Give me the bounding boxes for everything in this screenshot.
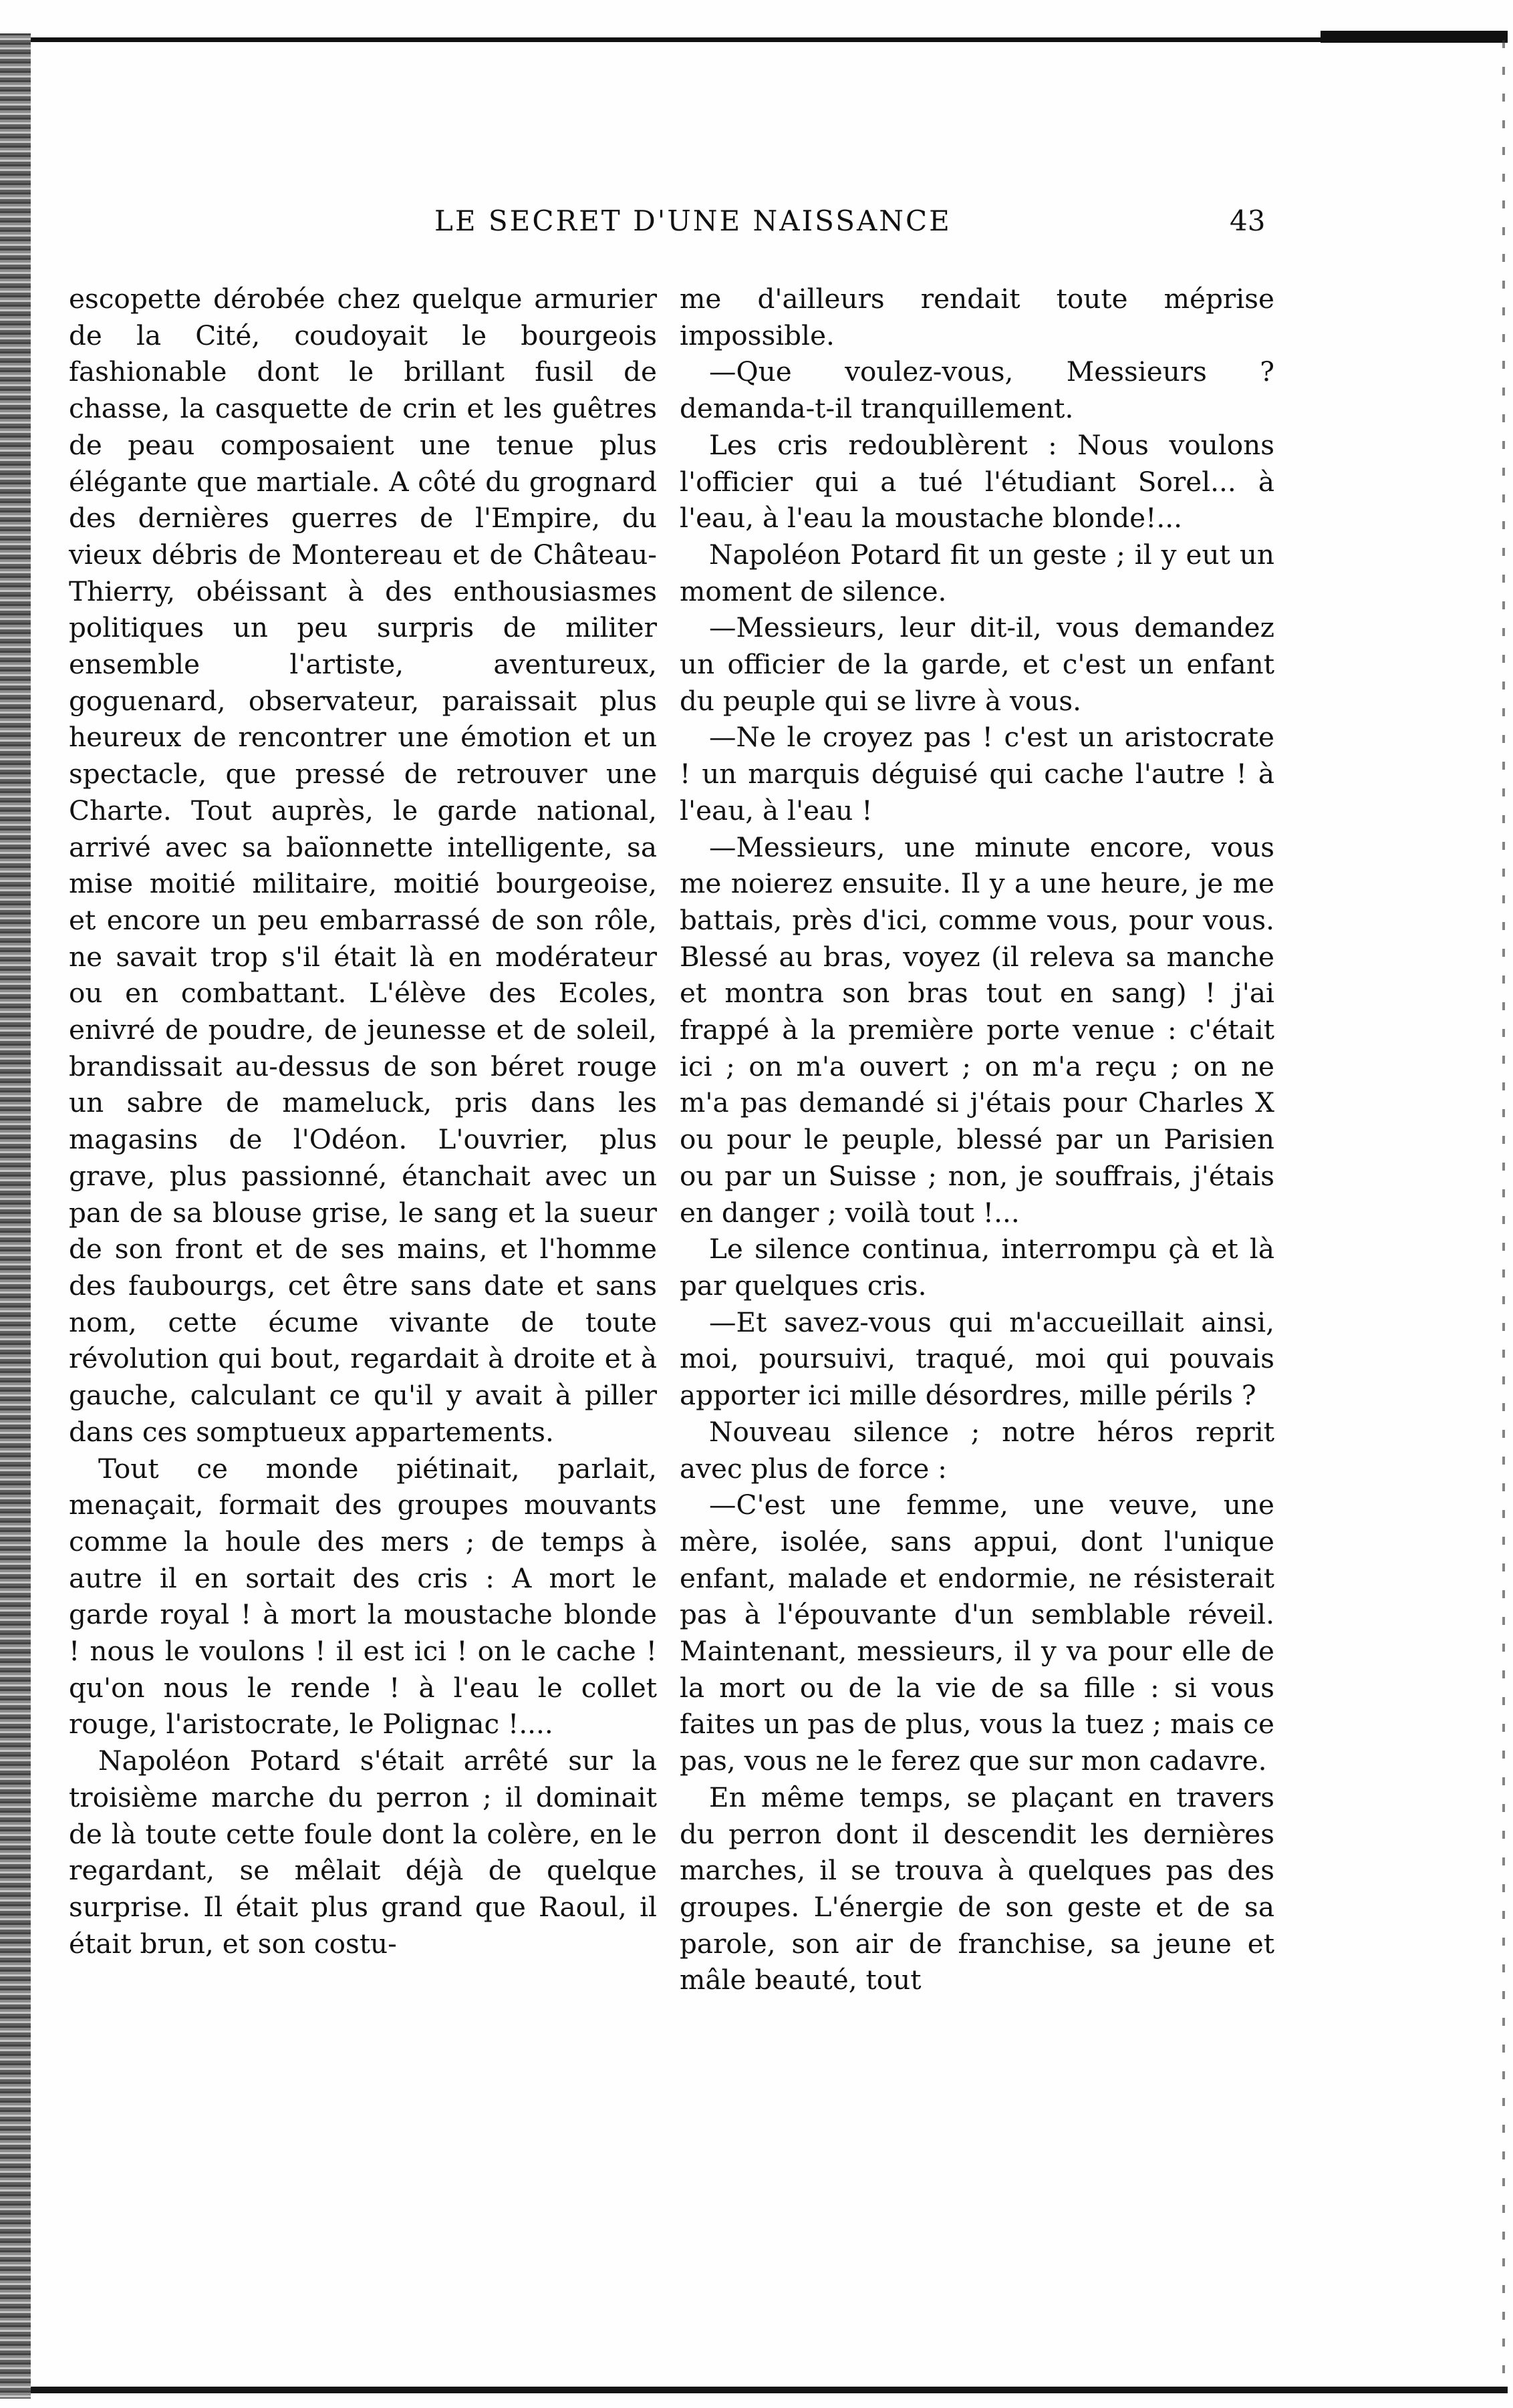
top-border-rule: [31, 37, 1508, 42]
page-header: [40, 204, 1270, 245]
paragraph: —C'est une femme, une veuve, une mère, isolée, sans appui, dont l'unique enfant, malade et endormie, ne résisterait pas à l'épouvante d'un semblable réveil. Maintenant, messieurs, il y va pour elle de la mort ou de la vie de sa fille : si vous faites un pas de plus, vous la tuez ; mais ce pas, vous ne le ferez que sur mon cadavre.: [680, 1489, 1274, 1777]
right-text-column: [680, 281, 1274, 1998]
paragraph: me d'ailleurs rendait toute méprise impossible.: [680, 283, 1274, 351]
right-border-rule: [1502, 40, 1505, 2392]
bottom-border-rule: [31, 2387, 1508, 2393]
paragraph: Le silence continua, interrompu çà et là par quelques cris.: [680, 1233, 1274, 1302]
scanned-page-edge: [0, 33, 31, 2399]
paragraph: Nouveau silence ; notre héros reprit avec plus de force :: [680, 1415, 1274, 1485]
paragraph: Tout ce monde piétinait, parlait, menaçait, formait des groupes mouvants comme la houle des mers ; de temps à autre il en sortait des cris : A mort le garde royal ! à mort la moustache blonde ! nous le voulons ! il est ici ! on le cache ! qu'on nous le rende ! à l'eau le collet rouge, l'aristocrate, le Polignac !....: [69, 1452, 657, 1741]
paragraph: Napoléon Potard s'était arrêté sur la troisième marche du perron ; il dominait de là toute cette foule dont la colère, en le regardant, se mêlait déjà de quelque surprise. Il était plus grand que Raoul, il était brun, et son costu-: [69, 1745, 657, 1960]
running-title: LE SECRET D'UNE NAISSANCE: [434, 204, 952, 237]
paragraph: Les cris redoublèrent : Nous voulons l'officier qui a tué l'étudiant Sorel... à l'eau, à l'eau la moustache blonde!...: [680, 428, 1274, 535]
paragraph: Napoléon Potard fit un geste ; il y eut un moment de silence.: [680, 538, 1274, 607]
paragraph: —Ne le croyez pas ! c'est un aristocrate ! un marquis déguisé qui cache l'autre ! à l'eau, à l'eau !: [680, 721, 1274, 826]
left-text-column: [69, 281, 657, 1962]
paragraph: —Que voulez-vous, Messieurs ? demanda-t-il tranquillement.: [680, 355, 1274, 425]
paragraph: En même temps, se plaçant en travers du perron dont il descendit les dernières marches, il se trouva à quelques pas des groupes. L'énergie de son geste et de sa parole, son air de franchise, sa jeune et mâle beauté, tout: [680, 1781, 1274, 1996]
paragraph: —Et savez-vous qui m'accueillait ainsi, moi, poursuivi, traqué, moi qui pouvais apporter ici mille désordres, mille périls ?: [680, 1306, 1274, 1412]
paragraph: —Messieurs, une minute encore, vous me noierez ensuite. Il y a une heure, je me battais, près d'ici, comme vous, pour vous. Blessé au bras, voyez (il releva sa manche et montra son bras tout en sang) ! j'ai frappé à la première porte venue : c'était ici ; on m'a ouvert ; on m'a reçu ; on ne m'a pas demandé si j'étais pour Charles X ou pour le peuple, blessé par un Parisien ou par un Suisse ; non, je souffrais, j'étais en danger ; voilà tout !...: [680, 831, 1274, 1229]
paragraph: —Messieurs, leur dit-il, vous demandez un officier de la garde, et c'est un enfant du peuple qui se livre à vous.: [680, 611, 1274, 717]
page-number: 43: [1230, 204, 1266, 237]
paragraph: escopette dérobée chez quelque armurier de la Cité, coudoyait le bourgeois fashionable dont le brillant fusil de chasse, la casquette de crin et les guêtres de peau composaient une tenue plus élégante que martiale. A côté du grognard des dernières guerres de l'Empire, du vieux débris de Montereau et de Château-Thierry, obéissant à des enthousiasmes politiques un peu surpris de militer ensemble l'artiste, aventureux, goguenard, observateur, paraissait plus heureux de rencontrer une émotion et un spectacle, que pressé de retrouver une Charte. Tout auprès, le garde national, arrivé avec sa baïonnette intelligente, sa mise moitié militaire, moitié bourgeoise, et encore un peu embarrassé de son rôle, ne savait trop s'il était là en modérateur ou en combattant. L'élève des Ecoles, enivré de poudre, de jeunesse et de soleil, brandissait au-dessus de son béret rouge un sabre de mameluck, pris dans les magasins de l'Odéon. L'ouvrier, plus grave, plus passionné, étanchait avec un pan de sa blouse grise, le sang et la sueur de son front et de ses mains, et l'homme des faubourgs, cet être sans date et sans nom, cette écume vivante de toute révolution qui bout, regardait à droite et à gauche, calculant ce qu'il y avait à piller dans ces somptueux appartements.: [69, 283, 657, 1448]
